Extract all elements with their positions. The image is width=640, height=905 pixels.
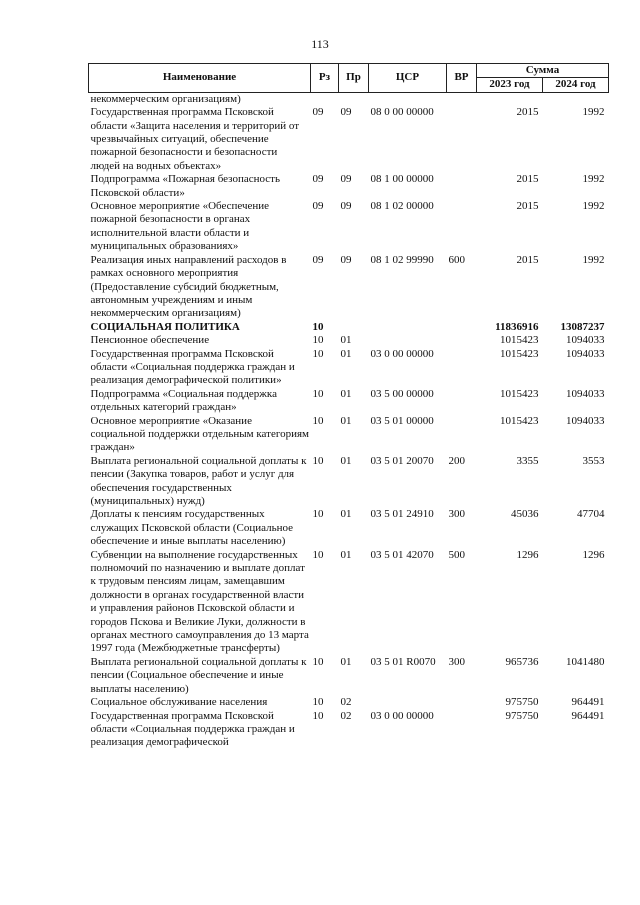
row-csr: 03 5 01 00000 (370, 414, 434, 427)
row-name: Подпрограмма «Социальная поддержка отдельных категорий граждан» (90, 387, 277, 414)
header-pr: Пр (339, 64, 369, 93)
row-csr: 03 5 01 R0070 (370, 655, 436, 668)
row-csr: 08 1 00 00000 (370, 173, 434, 186)
row-rz: 10 (312, 508, 324, 521)
row-csr (369, 334, 447, 347)
row-rz: 10 (312, 709, 324, 722)
row-csr: 08 0 00 00000 (370, 106, 434, 119)
row-sum-2024: 1992 (582, 200, 605, 213)
row-vr (447, 173, 477, 200)
row-vr: 300 (448, 508, 465, 521)
row-pr: 09 (340, 253, 352, 266)
row-vr (447, 334, 477, 347)
table-row (89, 455, 609, 509)
table-row (89, 508, 609, 548)
row-sum-2024: 1992 (582, 173, 605, 186)
row-name: Пенсионное обеспечение (90, 334, 210, 347)
row-vr: 200 (448, 454, 465, 467)
row-vr: 500 (448, 548, 465, 561)
row-rz: 10 (312, 387, 324, 400)
row-rz (311, 92, 339, 106)
header-name: Наименование (89, 64, 311, 93)
table-row (89, 321, 609, 334)
row-vr (447, 200, 477, 254)
row-name: Государственная программа Псковской области «Социальная поддержка граждан и реализация демографической политики» (90, 347, 295, 387)
row-pr (339, 321, 369, 334)
table-row (89, 92, 609, 106)
row-sum-2023: 3355 (516, 454, 539, 467)
row-sum-2023: 1296 (516, 548, 539, 561)
row-sum-2024: 1992 (582, 253, 605, 266)
row-csr: 03 5 01 24910 (370, 508, 434, 521)
row-name: СОЦИАЛЬНАЯ ПОЛИТИКА (90, 320, 240, 333)
row-pr: 09 (340, 200, 352, 213)
row-rz: 10 (312, 454, 324, 467)
table-header (89, 64, 609, 93)
row-sum-2023: 2015 (516, 253, 539, 266)
header-year-2023: 2023 год (477, 78, 543, 92)
row-sum-2024: 13087237 (560, 320, 605, 333)
row-csr: 03 5 01 20070 (370, 454, 434, 467)
row-sum-2023: 2015 (516, 173, 539, 186)
header-vr: ВР (447, 64, 477, 93)
table-row (89, 334, 609, 347)
row-sum-2024: 1041480 (566, 655, 605, 668)
row-name: Субвенции на выполнение государственных полномочий по назначению и выплате доплат к трудовым пенсиям лицам, замещавшим должности в органах государственной власти и управления районов Псковской области и городов Пскова и Великие Луки, должности в органах местного самоуправления до 13 марта 1997 года (Межбюджетные трансферты) (90, 548, 309, 655)
row-vr (447, 106, 477, 173)
row-sum-2024: 47704 (577, 508, 605, 521)
row-rz: 10 (312, 414, 324, 427)
row-sum-2024: 1992 (582, 106, 605, 119)
row-sum-2023: 975750 (505, 709, 539, 722)
table-row (89, 696, 609, 709)
row-sum-2024: 1094033 (566, 387, 605, 400)
row-sum-2024: 964491 (571, 696, 605, 709)
row-name: Основное мероприятие «Обеспечение пожарной безопасности в органах исполнительной власти области и муниципальных образованиях» (90, 200, 270, 253)
row-csr (369, 321, 447, 334)
table-row (89, 348, 609, 388)
table-row (89, 388, 609, 415)
row-csr: 03 5 00 00000 (370, 387, 434, 400)
row-sum-2023: 1015423 (500, 334, 539, 347)
table-row (89, 254, 609, 321)
row-name: Выплата региональной социальной доплаты к пенсии (Социальное обеспечение и иные выплаты населению) (90, 655, 307, 695)
row-sum-2023: 45036 (511, 508, 539, 521)
row-vr (447, 92, 477, 106)
table-row (89, 656, 609, 696)
row-pr (339, 92, 369, 106)
row-pr: 02 (340, 709, 352, 722)
row-pr: 01 (340, 655, 352, 668)
row-sum-2023: 11836916 (495, 320, 539, 333)
header-sum: Сумма (477, 64, 609, 78)
row-sum-2024: 1094033 (566, 334, 605, 347)
row-pr: 01 (340, 548, 352, 561)
row-rz: 10 (312, 548, 324, 561)
row-csr (369, 696, 447, 709)
budget-table-container (88, 63, 608, 750)
page-number: 113 (311, 37, 329, 51)
row-name: Социальное обслуживание населения (90, 696, 268, 709)
row-sum-2024: 1296 (582, 548, 605, 561)
row-csr: 03 5 01 42070 (370, 548, 434, 561)
row-sum-2024: 3553 (582, 454, 605, 467)
row-rz: 10 (312, 655, 324, 668)
row-vr: 300 (448, 655, 465, 668)
row-vr (447, 710, 477, 750)
row-rz: 09 (312, 253, 324, 266)
row-rz: 10 (312, 320, 324, 333)
row-sum-2024: 1094033 (566, 347, 605, 360)
row-sum-2023: 1015423 (500, 347, 539, 360)
row-name: Доплаты к пенсиям государственных служащих Псковской области (Социальное обеспечение и иные выплаты населению) (90, 508, 294, 548)
row-sum-2024: 964491 (571, 709, 605, 722)
row-csr: 08 1 02 99990 (370, 253, 434, 266)
row-pr: 01 (340, 454, 352, 467)
row-rz: 09 (312, 200, 324, 213)
row-name: некоммерческим организациям) (90, 92, 241, 105)
row-vr (447, 321, 477, 334)
row-rz: 10 (312, 334, 324, 347)
row-name: Основное мероприятие «Оказание социальной поддержки отдельным категориям граждан» (90, 414, 309, 454)
budget-table (88, 63, 609, 750)
table-row (89, 173, 609, 200)
row-csr (369, 92, 447, 106)
row-vr (447, 388, 477, 415)
row-csr: 03 0 00 00000 (370, 709, 434, 722)
row-name: Подпрограмма «Пожарная безопасность Псковской области» (90, 173, 280, 199)
header-year-2024: 2024 год (543, 78, 609, 92)
row-vr (447, 415, 477, 455)
row-name: Выплата региональной социальной доплаты к пенсии (Закупка товаров, работ и услуг для обеспечения государственных (муниципальных) нужд) (90, 454, 307, 507)
header-rz: Рз (311, 64, 339, 93)
row-rz: 09 (312, 173, 324, 186)
row-sum-2023: 2015 (516, 106, 539, 119)
row-csr: 03 0 00 00000 (370, 347, 434, 360)
table-row (89, 415, 609, 455)
row-sum-2024: 1094033 (566, 414, 605, 427)
table-row (89, 106, 609, 173)
row-pr: 02 (340, 696, 352, 709)
row-sum-2023: 965736 (505, 655, 539, 668)
row-pr: 01 (340, 334, 352, 347)
table-body (89, 92, 609, 749)
row-pr: 01 (340, 387, 352, 400)
row-sum-2023 (477, 92, 543, 106)
row-name: Государственная программа Псковской области «Защита населения и территорий от чрезвычайных ситуаций, обеспечение пожарной безопасности и безопасности людей на водных объектах» (90, 106, 300, 172)
table-row (89, 549, 609, 656)
row-sum-2023: 1015423 (500, 387, 539, 400)
row-pr: 09 (340, 173, 352, 186)
row-sum-2023: 1015423 (500, 414, 539, 427)
row-pr: 09 (340, 106, 352, 119)
row-name: Государственная программа Псковской области «Социальная поддержка граждан и реализация демографической (90, 709, 295, 749)
row-rz: 10 (312, 347, 324, 360)
table-row (89, 710, 609, 750)
row-pr: 01 (340, 508, 352, 521)
row-sum-2024 (543, 92, 609, 106)
row-sum-2023: 2015 (516, 200, 539, 213)
row-sum-2023: 975750 (505, 696, 539, 709)
header-csr: ЦСР (369, 64, 447, 93)
table-row (89, 200, 609, 254)
row-vr (447, 696, 477, 709)
row-vr (447, 348, 477, 388)
row-rz: 10 (312, 696, 324, 709)
row-rz: 09 (312, 106, 324, 119)
row-csr: 08 1 02 00000 (370, 200, 434, 213)
row-vr: 600 (448, 253, 465, 266)
row-pr: 01 (340, 414, 352, 427)
row-pr: 01 (340, 347, 352, 360)
row-name: Реализация иных направлений расходов в рамках основного мероприятия (Предоставление субсидий бюджетным, автономным учреждениям и иным некоммерческим организациям) (90, 253, 287, 320)
